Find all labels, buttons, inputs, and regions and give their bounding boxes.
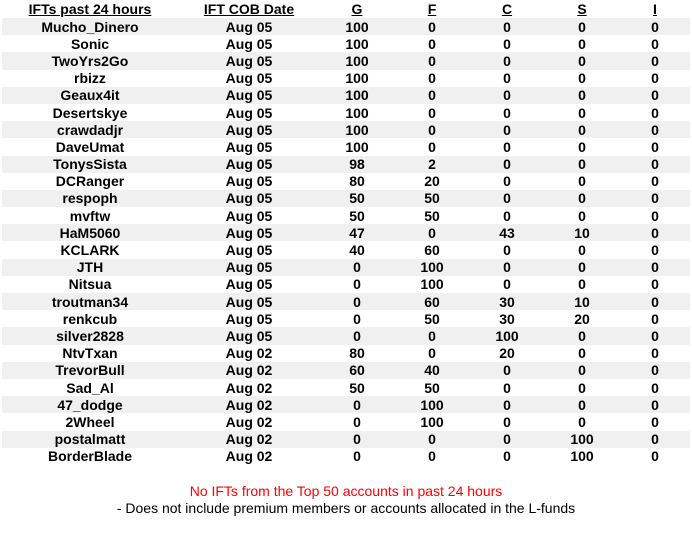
cell-c-value: 0 [470,35,544,52]
cell-cob-date: Aug 02 [178,379,320,396]
cell-f-value: 50 [394,310,470,327]
cell-account-name: Geaux4it [2,87,178,104]
cell-cob-date: Aug 02 [178,396,320,413]
top50-note: No IFTs from the Top 50 accounts in past 24 hours [189,483,503,499]
cell-c-value: 0 [470,379,544,396]
header-i-fund: I [653,1,657,17]
cell-c-value: 0 [470,396,544,413]
cell-c-value: 0 [470,207,544,224]
cell-i-value: 0 [620,87,690,104]
cell-cob-date: Aug 05 [178,104,320,121]
cell-g-value: 0 [320,327,394,344]
cell-f-value: 0 [394,18,470,35]
cell-g-value: 100 [320,121,394,138]
table-row [2,379,690,396]
cell-i-value: 0 [620,138,690,155]
cell-i-value: 0 [620,70,690,87]
table-row [2,104,690,121]
cell-c-value: 0 [470,52,544,69]
cell-s-value: 10 [544,224,620,241]
cell-c-value: 0 [470,276,544,293]
cell-i-value: 0 [620,190,690,207]
cell-i-value: 0 [620,224,690,241]
cell-s-value: 0 [544,259,620,276]
table-row [2,18,690,35]
table-row [2,121,690,138]
cell-account-name: Nitsua [2,276,178,293]
cell-i-value: 0 [620,35,690,52]
cell-f-value: 2 [394,156,470,173]
cell-cob-date: Aug 05 [178,224,320,241]
cell-i-value: 0 [620,362,690,379]
cell-i-value: 0 [620,345,690,362]
cell-account-name: 47_dodge [2,396,178,413]
cell-f-value: 0 [394,448,470,465]
cell-cob-date: Aug 05 [178,241,320,258]
cell-g-value: 100 [320,18,394,35]
cell-c-value: 0 [470,190,544,207]
cell-f-value: 0 [394,431,470,448]
cell-f-value: 0 [394,70,470,87]
cell-i-value: 0 [620,327,690,344]
header-ifts-past-24-hours: IFTs past 24 hours [28,1,152,17]
cell-account-name: postalmatt [2,431,178,448]
cell-account-name: respoph [2,190,178,207]
cell-g-value: 0 [320,413,394,430]
cell-s-value: 0 [544,138,620,155]
cell-i-value: 0 [620,413,690,430]
cell-account-name: 2Wheel [2,413,178,430]
cell-c-value: 30 [470,293,544,310]
cell-c-value: 0 [470,18,544,35]
cell-g-value: 60 [320,362,394,379]
cell-cob-date: Aug 05 [178,327,320,344]
cell-c-value: 0 [470,138,544,155]
cell-i-value: 0 [620,104,690,121]
cell-account-name: DaveUmat [2,138,178,155]
table-row [2,207,690,224]
cell-g-value: 100 [320,52,394,69]
cell-account-name: rbizz [2,70,178,87]
table-row [2,173,690,190]
cell-cob-date: Aug 05 [178,87,320,104]
cell-account-name: KCLARK [2,241,178,258]
table-row [2,259,690,276]
header-row [2,0,690,18]
cell-g-value: 50 [320,379,394,396]
cell-i-value: 0 [620,431,690,448]
cell-g-value: 98 [320,156,394,173]
cell-s-value: 0 [544,156,620,173]
header-g-fund: G [351,1,363,17]
cell-account-name: DCRanger [2,173,178,190]
cell-account-name: Sonic [2,35,178,52]
table-row [2,224,690,241]
cell-account-name: TwoYrs2Go [2,52,178,69]
table-row [2,413,690,430]
cell-c-value: 0 [470,173,544,190]
header-f-fund: F [427,1,437,17]
cell-g-value: 100 [320,104,394,121]
cell-c-value: 30 [470,310,544,327]
cell-cob-date: Aug 05 [178,207,320,224]
cell-f-value: 0 [394,52,470,69]
cell-account-name: mvftw [2,207,178,224]
cell-s-value: 20 [544,310,620,327]
cell-cob-date: Aug 05 [178,156,320,173]
cell-s-value: 0 [544,190,620,207]
cell-g-value: 0 [320,396,394,413]
cell-cob-date: Aug 02 [178,448,320,465]
cell-c-value: 0 [470,156,544,173]
table-row [2,138,690,155]
cell-i-value: 0 [620,379,690,396]
cell-s-value: 0 [544,345,620,362]
cell-account-name: Mucho_Dinero [2,18,178,35]
cell-s-value: 0 [544,396,620,413]
cell-c-value: 0 [470,448,544,465]
cell-s-value: 10 [544,293,620,310]
cell-f-value: 100 [394,396,470,413]
cell-account-name: crawdadjr [2,121,178,138]
header-s-fund: S [577,1,587,17]
cell-f-value: 0 [394,327,470,344]
cell-g-value: 0 [320,276,394,293]
table-row [2,52,690,69]
cell-c-value: 20 [470,345,544,362]
table-row [2,156,690,173]
cell-cob-date: Aug 02 [178,413,320,430]
table-row [2,293,690,310]
cell-cob-date: Aug 05 [178,138,320,155]
cell-s-value: 0 [544,52,620,69]
table-row [2,362,690,379]
cell-account-name: renkcub [2,310,178,327]
ift-table [2,0,690,465]
cell-account-name: HaM5060 [2,224,178,241]
table-row [2,431,690,448]
cell-c-value: 0 [470,104,544,121]
cell-s-value: 0 [544,87,620,104]
cell-cob-date: Aug 05 [178,259,320,276]
cell-s-value: 0 [544,104,620,121]
cell-f-value: 60 [394,293,470,310]
cell-s-value: 0 [544,121,620,138]
cell-s-value: 0 [544,173,620,190]
cell-f-value: 50 [394,379,470,396]
cell-cob-date: Aug 05 [178,52,320,69]
cell-g-value: 47 [320,224,394,241]
cell-g-value: 100 [320,138,394,155]
cell-cob-date: Aug 05 [178,121,320,138]
cell-s-value: 0 [544,276,620,293]
table-row [2,241,690,258]
cell-s-value: 0 [544,379,620,396]
cell-f-value: 0 [394,104,470,121]
cell-s-value: 0 [544,18,620,35]
cell-i-value: 0 [620,241,690,258]
cell-f-value: 0 [394,87,470,104]
cell-c-value: 0 [470,241,544,258]
cell-f-value: 0 [394,224,470,241]
cell-cob-date: Aug 02 [178,362,320,379]
cell-s-value: 0 [544,35,620,52]
cell-i-value: 0 [620,448,690,465]
cell-s-value: 0 [544,327,620,344]
cell-f-value: 40 [394,362,470,379]
cell-account-name: Sad_Al [2,379,178,396]
cell-f-value: 0 [394,345,470,362]
table-row [2,396,690,413]
cell-account-name: Desertskye [2,104,178,121]
cell-account-name: silver2828 [2,327,178,344]
cell-f-value: 60 [394,241,470,258]
cell-i-value: 0 [620,52,690,69]
cell-f-value: 50 [394,207,470,224]
cell-account-name: BorderBlade [2,448,178,465]
cell-cob-date: Aug 05 [178,310,320,327]
cell-account-name: troutman34 [2,293,178,310]
cell-c-value: 0 [470,121,544,138]
cell-s-value: 100 [544,448,620,465]
cell-g-value: 40 [320,241,394,258]
cell-g-value: 80 [320,345,394,362]
cell-c-value: 0 [470,431,544,448]
cell-g-value: 50 [320,207,394,224]
table-row [2,327,690,344]
cell-account-name: TrevorBull [2,362,178,379]
cell-g-value: 100 [320,35,394,52]
table-row [2,190,690,207]
table-row [2,448,690,465]
cell-f-value: 100 [394,259,470,276]
cell-g-value: 100 [320,70,394,87]
cell-account-name: TonysSista [2,156,178,173]
cell-i-value: 0 [620,293,690,310]
cell-g-value: 0 [320,293,394,310]
cell-cob-date: Aug 05 [178,276,320,293]
table-row [2,87,690,104]
cell-g-value: 100 [320,87,394,104]
cell-cob-date: Aug 05 [178,18,320,35]
cell-i-value: 0 [620,18,690,35]
cell-g-value: 80 [320,173,394,190]
cell-g-value: 50 [320,190,394,207]
cell-c-value: 43 [470,224,544,241]
cell-cob-date: Aug 02 [178,431,320,448]
cell-i-value: 0 [620,276,690,293]
cell-f-value: 0 [394,138,470,155]
header-c-fund: C [501,1,513,17]
cell-c-value: 0 [470,362,544,379]
cell-g-value: 0 [320,259,394,276]
cell-i-value: 0 [620,207,690,224]
cell-f-value: 50 [394,190,470,207]
cell-c-value: 0 [470,87,544,104]
cell-s-value: 100 [544,431,620,448]
ift-table-body [2,18,690,465]
cell-c-value: 0 [470,70,544,87]
cell-s-value: 0 [544,362,620,379]
cell-i-value: 0 [620,121,690,138]
cell-g-value: 0 [320,431,394,448]
cell-account-name: NtvTxan [2,345,178,362]
cell-s-value: 0 [544,241,620,258]
cell-f-value: 0 [394,35,470,52]
header-ift-cob-date: IFT COB Date [203,1,295,17]
cell-s-value: 0 [544,207,620,224]
cell-i-value: 0 [620,396,690,413]
cell-f-value: 20 [394,173,470,190]
cell-i-value: 0 [620,156,690,173]
table-row [2,345,690,362]
cell-f-value: 0 [394,121,470,138]
cell-cob-date: Aug 02 [178,345,320,362]
table-row [2,70,690,87]
cell-i-value: 0 [620,173,690,190]
cell-cob-date: Aug 05 [178,35,320,52]
exclusion-note: - Does not include premium members or accounts allocated in the L-funds [116,500,576,516]
cell-c-value: 0 [470,413,544,430]
cell-c-value: 100 [470,327,544,344]
table-row [2,276,690,293]
cell-g-value: 0 [320,310,394,327]
cell-cob-date: Aug 05 [178,190,320,207]
cell-cob-date: Aug 05 [178,70,320,87]
cell-i-value: 0 [620,310,690,327]
cell-f-value: 100 [394,276,470,293]
table-row [2,35,690,52]
cell-cob-date: Aug 05 [178,173,320,190]
cell-s-value: 0 [544,413,620,430]
cell-c-value: 0 [470,259,544,276]
table-row [2,310,690,327]
cell-s-value: 0 [544,70,620,87]
cell-i-value: 0 [620,259,690,276]
cell-g-value: 0 [320,448,394,465]
cell-f-value: 100 [394,413,470,430]
cell-account-name: JTH [2,259,178,276]
cell-cob-date: Aug 05 [178,293,320,310]
